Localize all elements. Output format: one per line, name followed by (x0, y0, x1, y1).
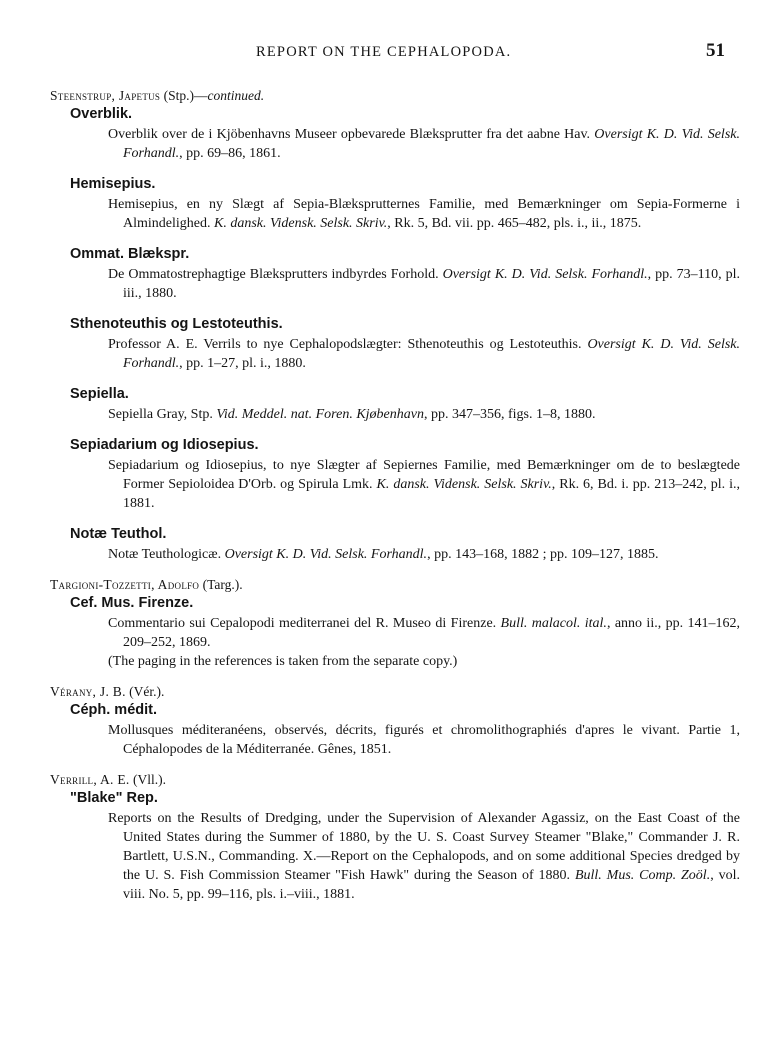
citation (108, 721, 740, 759)
citation-tail: , Rk. 5, Bd. vii. pp. 465–482, pls. i., ii., 1875. (387, 216, 642, 231)
journal-title: Oversigt K. D. Vid. Selsk. Forhandl. (442, 267, 648, 282)
author-heading (50, 772, 740, 788)
citation-tail: , vol. viii. No. 5, pp. 99–116, pls. i.–viii., 1881. (123, 868, 740, 902)
continued-label: continued. (207, 88, 265, 103)
citation-text: Sepiadarium og Idiosepius, to nye Slægter af Sepiernes Familie, med Bemærkninger om de to beslægtede Former Sepioloidea D'Orb. og Spirula Lmk. (108, 458, 740, 492)
journal-title: Bull. malacol. ital. (500, 616, 607, 631)
author-name: Vérany, J. B. (50, 684, 126, 699)
citation-note: (The paging in the references is taken from the separate copy.) (108, 654, 458, 669)
author-name: Targioni-Tozzetti, Adolfo (50, 577, 200, 592)
author-suffix: (Vll.). (129, 772, 166, 787)
citation-text: De Ommatostrephagtige Blæksprutters indbyrdes Forhold. (108, 267, 439, 282)
page-number: 51 (706, 40, 725, 61)
citation-text: Reports on the Results of Dredging, under the Supervision of Alexander Agassiz, on the East Coast of the United States during the Summer of 1880, by the U. S. Coast Survey Steamer "Blake," Commander J. R. Bartlett, U.S.N., Commanding. X.—Report on the Cephalopods, and on some additional Species dredged by the U. S. Fish Commission Steamer "Fish Hawk" during the Season of 1880. (108, 811, 740, 883)
citation-text: Commentario sui Cepalopodi mediterranei del R. Museo di Firenze. (108, 616, 497, 631)
journal-title: Oversigt K. D. Vid. Selsk. Forhandl. (224, 547, 428, 562)
citation-text: Overblik over de i Kjöbenhavns Museer opbevarede Blæksprutter fra det aabne Hav. (108, 127, 591, 142)
journal-title: K. dansk. Vidensk. Selsk. Skriv. (214, 216, 388, 231)
journal-title: Oversigt K. D. Vid. Selsk. Forhandl. (123, 127, 740, 161)
citation-text: Hemisepius, en ny Slægt af Sepia-Blæksprutternes Familie, med Bemærkninger om Sepia-Formerne i Almindelighed. (108, 197, 740, 231)
work-abbreviation: Hemisepius. (70, 176, 156, 192)
journal-title: Bull. Mus. Comp. Zoöl. (574, 868, 711, 883)
bibliography (50, 88, 740, 904)
citation-text: Notæ Teuthologicæ. (108, 547, 222, 562)
citation (108, 195, 740, 233)
running-head: REPORT ON THE CEPHALOPODA. (256, 44, 512, 60)
citation (108, 545, 740, 564)
citation (108, 125, 740, 163)
citation (108, 265, 740, 303)
journal-title: Vid. Meddel. nat. Foren. Kjøbenhavn (216, 407, 424, 422)
citation (108, 405, 740, 424)
work-abbreviation: "Blake" Rep. (70, 790, 158, 806)
author-name: Verrill, A. E. (50, 772, 130, 787)
work-abbreviation: Ommat. Blækspr. (70, 246, 190, 262)
citation (108, 614, 740, 652)
citation-text: Mollusques méditeranéens, observés, décrits, figurés et chromolithographiés d'apres le vivant. Partie 1, Céphalopodes de la Méditerranée. Gênes, 1851. (108, 723, 740, 757)
citation-tail: , pp. 1–27, pl. i., 1880. (179, 356, 306, 371)
citation-tail: , Rk. 6, Bd. i. pp. 213–242, pl. i., 1881. (123, 477, 740, 511)
author-heading (50, 684, 740, 700)
journal-title: Oversigt K. D. Vid. Selsk. Forhandl. (123, 337, 740, 371)
work-abbreviation: Cef. Mus. Firenze. (70, 595, 194, 611)
citation-tail: , pp. 69–86, 1861. (179, 146, 281, 161)
work-abbreviation: Notæ Teuthol. (70, 526, 167, 542)
author-heading (50, 88, 740, 104)
citation-tail: , pp. 73–110, pl. iii., 1880. (123, 267, 740, 301)
citation-tail: , pp. 143–168, 1882 ; pp. 109–127, 1885. (427, 547, 659, 562)
author-suffix: (Targ.). (199, 577, 243, 592)
citation-text: Sepiella Gray, Stp. (108, 407, 213, 422)
journal-title: K. dansk. Vidensk. Selsk. Skriv. (376, 477, 552, 492)
citation (108, 809, 740, 904)
work-abbreviation: Overblik. (70, 106, 133, 122)
citation-text: Professor A. E. Verrils to nye Cephalopodslægter: Sthenoteuthis og Lestoteuthis. (108, 337, 582, 352)
work-abbreviation: Sthenoteuthis og Lestoteuthis. (70, 316, 283, 332)
author-suffix: (Vér.). (125, 684, 165, 699)
citation-tail: , pp. 347–356, figs. 1–8, 1880. (423, 407, 596, 422)
citation-tail: , anno ii., pp. 141–162, 209–252, 1869. (123, 616, 740, 650)
citation (108, 335, 740, 373)
citation (108, 456, 740, 513)
author-heading (50, 577, 740, 593)
work-abbreviation: Céph. médit. (70, 702, 158, 718)
author-name: Steenstrup, Japetus (50, 88, 161, 103)
author-suffix: (Stp.)— (160, 88, 208, 103)
work-abbreviation: Sepiella. (70, 386, 129, 402)
work-abbreviation: Sepiadarium og Idiosepius. (70, 437, 259, 453)
